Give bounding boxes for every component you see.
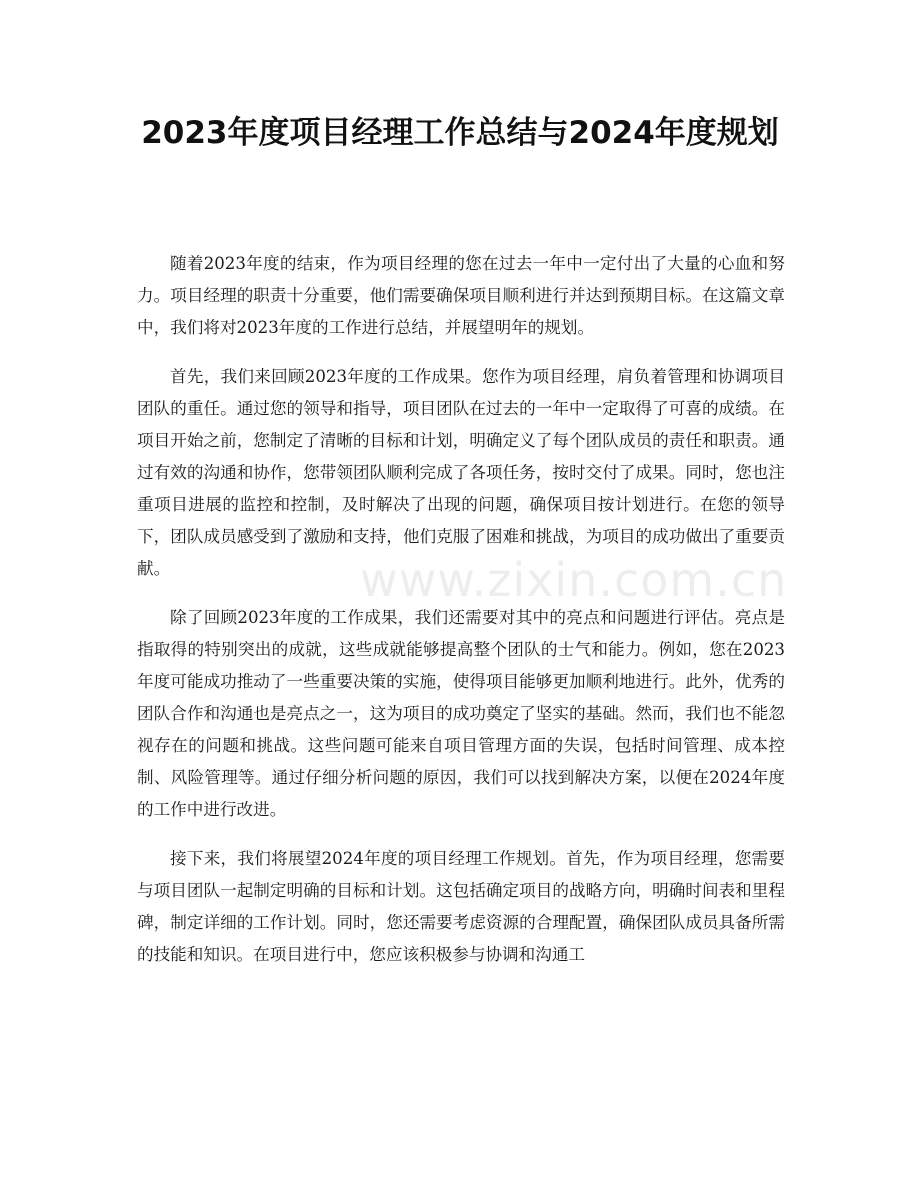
paragraph-4: 接下来，我们将展望2024年度的项目经理工作规划。首先，作为项目经理，您需要与项目团队一起制定明确的目标和计划。这包括确定项目的战略方向，明确时间表和里程碑，制定详细的工作计划。同时，您还需要考虑资源的合理配置，确保团队成员具备所需的技能和知识。在项目进行中，您应该积极参与协调和沟通工: [137, 849, 785, 964]
paragraph-2: 首先，我们来回顾2023年度的工作成果。您作为项目经理，肩负着管理和协调项目团队的重任。通过您的领导和指导，项目团队在过去的一年中一定取得了可喜的成绩。在项目开始之前，您制定了清晰的目标和计划，明确定义了每个团队成员的责任和职责。通过有效的沟通和协作，您带领团队顺利完成了各项任务，按时交付了成果。同时，您也注重项目进展的监控和控制，及时解决了出现的问题，确保项目按计划进行。在您的领导下，团队成员感受到了激励和支持，他们克服了困难和挑战，为项目的成功做出了重要贡献。: [137, 367, 785, 578]
watermark: www.zixin.com.cn: [360, 553, 788, 607]
paragraph-3: 除了回顾2023年度的工作成果，我们还需要对其中的亮点和问题进行评估。亮点是指取得的特别突出的成就，这些成就能够提高整个团队的士气和能力。例如，您在2023年度可能成功推动了一些重要决策的实施，使得项目能够更加顺利地进行。此外，优秀的团队合作和沟通也是亮点之一，这为项目的成功奠定了坚实的基础。然而，我们也不能忽视存在的问题和挑战。这些问题可能来自项目管理方面的失误，包括时间管理、成本控制、风险管理等。通过仔细分析问题的原因，我们可以找到解决方案，以便在2024年度的工作中进行改进。: [137, 608, 785, 819]
document-body: [137, 248, 788, 988]
document-title: 2023年度项目经理工作总结与2024年度规划: [141, 115, 779, 151]
paragraph-1: 随着2023年度的结束，作为项目经理的您在过去一年中一定付出了大量的心血和努力。项目经理的职责十分重要，他们需要确保项目顺利进行并达到预期目标。在这篇文章中，我们将对2023年度的工作进行总结，并展望明年的规划。: [137, 254, 785, 337]
